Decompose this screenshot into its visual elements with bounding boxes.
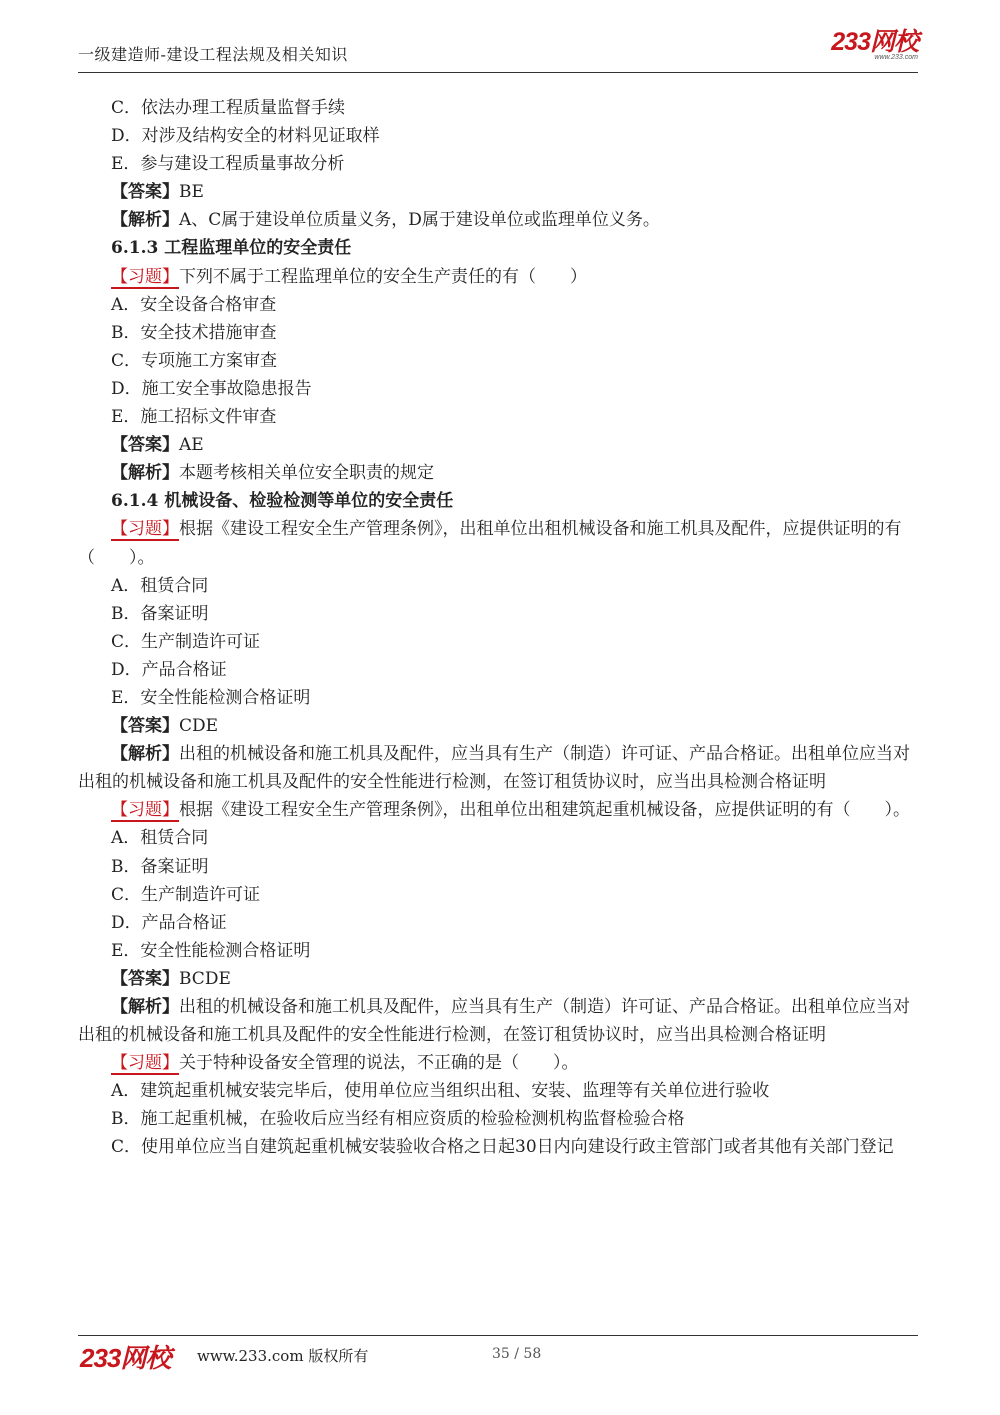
analysis-line	[78, 740, 923, 796]
answer-label: 【答案】	[111, 435, 179, 456]
answer-label: 【答案】	[111, 182, 179, 203]
logo-text: 233网校	[831, 28, 918, 56]
page-header	[78, 28, 918, 73]
answer-line	[78, 712, 923, 740]
option: E．安全性能检测合格证明	[111, 940, 311, 961]
analysis-label: 【解析】	[111, 210, 179, 231]
question-text: 关于特种设备安全管理的说法，不正确的是（ ）。	[179, 1053, 579, 1074]
exercise-tag: 【习题】	[111, 519, 179, 540]
document-body	[78, 94, 923, 1162]
question-stem	[78, 515, 923, 571]
option: E．参与建设工程质量事故分析	[111, 154, 345, 175]
option: E．安全性能检测合格证明	[111, 687, 311, 708]
answer-value: BCDE	[179, 968, 231, 989]
answer-label: 【答案】	[111, 716, 179, 737]
answer-line	[78, 431, 923, 459]
option: B．备案证明	[111, 856, 209, 877]
option: C．专项施工方案审查	[111, 350, 278, 371]
answer-line	[78, 178, 923, 206]
option: A．安全设备合格审查	[111, 294, 277, 315]
option: D．产品合格证	[111, 912, 227, 933]
logo-url: www.233.com	[874, 54, 918, 61]
option: B．施工起重机械，在验收后应当经有相应资质的检验检测机构监督检验合格	[111, 1109, 685, 1130]
answer-label: 【答案】	[111, 968, 179, 989]
question-stem	[78, 1049, 923, 1077]
option: C．生产制造许可证	[111, 884, 261, 905]
option: C．生产制造许可证	[111, 631, 261, 652]
option: C．依法办理工程质量监督手续	[111, 98, 346, 118]
analysis-text: 本题考核相关单位安全职责的规定	[179, 463, 434, 484]
exercise-tag: 【习题】	[111, 800, 179, 821]
header-title: 一级建造师-建设工程法规及相关知识	[78, 45, 348, 64]
answer-line	[78, 965, 923, 993]
option: A．租赁合同	[111, 828, 209, 849]
exercise-tag: 【习题】	[111, 1053, 179, 1074]
page-number: 35 / 58	[492, 1346, 542, 1362]
section-heading: 6.1.3 工程监理单位的安全责任	[111, 238, 352, 259]
answer-value: AE	[179, 435, 204, 456]
option: E．施工招标文件审查	[111, 407, 277, 428]
option: D．对涉及结构安全的材料见证取样	[111, 126, 380, 147]
analysis-line	[78, 993, 923, 1049]
header-logo	[831, 28, 918, 62]
answer-value: CDE	[179, 716, 219, 737]
analysis-line	[78, 206, 923, 234]
analysis-line	[78, 459, 923, 487]
question-text: 下列不属于工程监理单位的安全生产责任的有（ ）	[179, 266, 587, 287]
analysis-label: 【解析】	[111, 463, 179, 484]
analysis-label: 【解析】	[111, 744, 179, 765]
analysis-text: 出租的机械设备和施工机具及配件，应当具有生产（制造）许可证、产品合格证。出租单位应当对出租的机械设备和施工机具及配件的安全性能进行检测，在签订租赁协议时，应当出具检测合格证明	[78, 997, 910, 1046]
question-stem	[78, 263, 923, 291]
answer-value: BE	[179, 182, 204, 203]
exercise-tag: 【习题】	[111, 266, 179, 287]
analysis-text: 出租的机械设备和施工机具及配件，应当具有生产（制造）许可证、产品合格证。出租单位应当对出租的机械设备和施工机具及配件的安全性能进行检测，在签订租赁协议时，应当出具检测合格证明	[78, 744, 910, 793]
question-text: 根据《建设工程安全生产管理条例》，出租单位出租机械设备和施工机具及配件，应提供证明的有（ ）。	[78, 519, 902, 568]
footer-divider	[78, 1335, 918, 1336]
option: D．产品合格证	[111, 659, 227, 680]
footer-copyright: www.233.com 版权所有	[197, 1347, 369, 1365]
option: C．使用单位应当自建筑起重机械安装验收合格之日起30日内向建设行政主管部门或者其他有关部门登记	[111, 1137, 894, 1158]
option: A．租赁合同	[111, 575, 209, 596]
option: B．安全技术措施审查	[111, 322, 277, 343]
option: A．建筑起重机械安装完毕后，使用单位应当组织出租、安装、监理等有关单位进行验收	[111, 1081, 770, 1102]
option: D．施工安全事故隐患报告	[111, 378, 312, 399]
question-text: 根据《建设工程安全生产管理条例》，出租单位出租建筑起重机械设备，应提供证明的有（ ）。	[179, 800, 910, 821]
option: B．备案证明	[111, 603, 209, 624]
analysis-label: 【解析】	[111, 997, 179, 1017]
question-stem	[78, 796, 923, 824]
section-heading: 6.1.4 机械设备、检验检测等单位的安全责任	[111, 491, 454, 512]
footer-logo: 233网校	[80, 1343, 171, 1373]
analysis-text: A、C属于建设单位质量义务，D属于建设单位或监理单位义务。	[179, 210, 660, 231]
